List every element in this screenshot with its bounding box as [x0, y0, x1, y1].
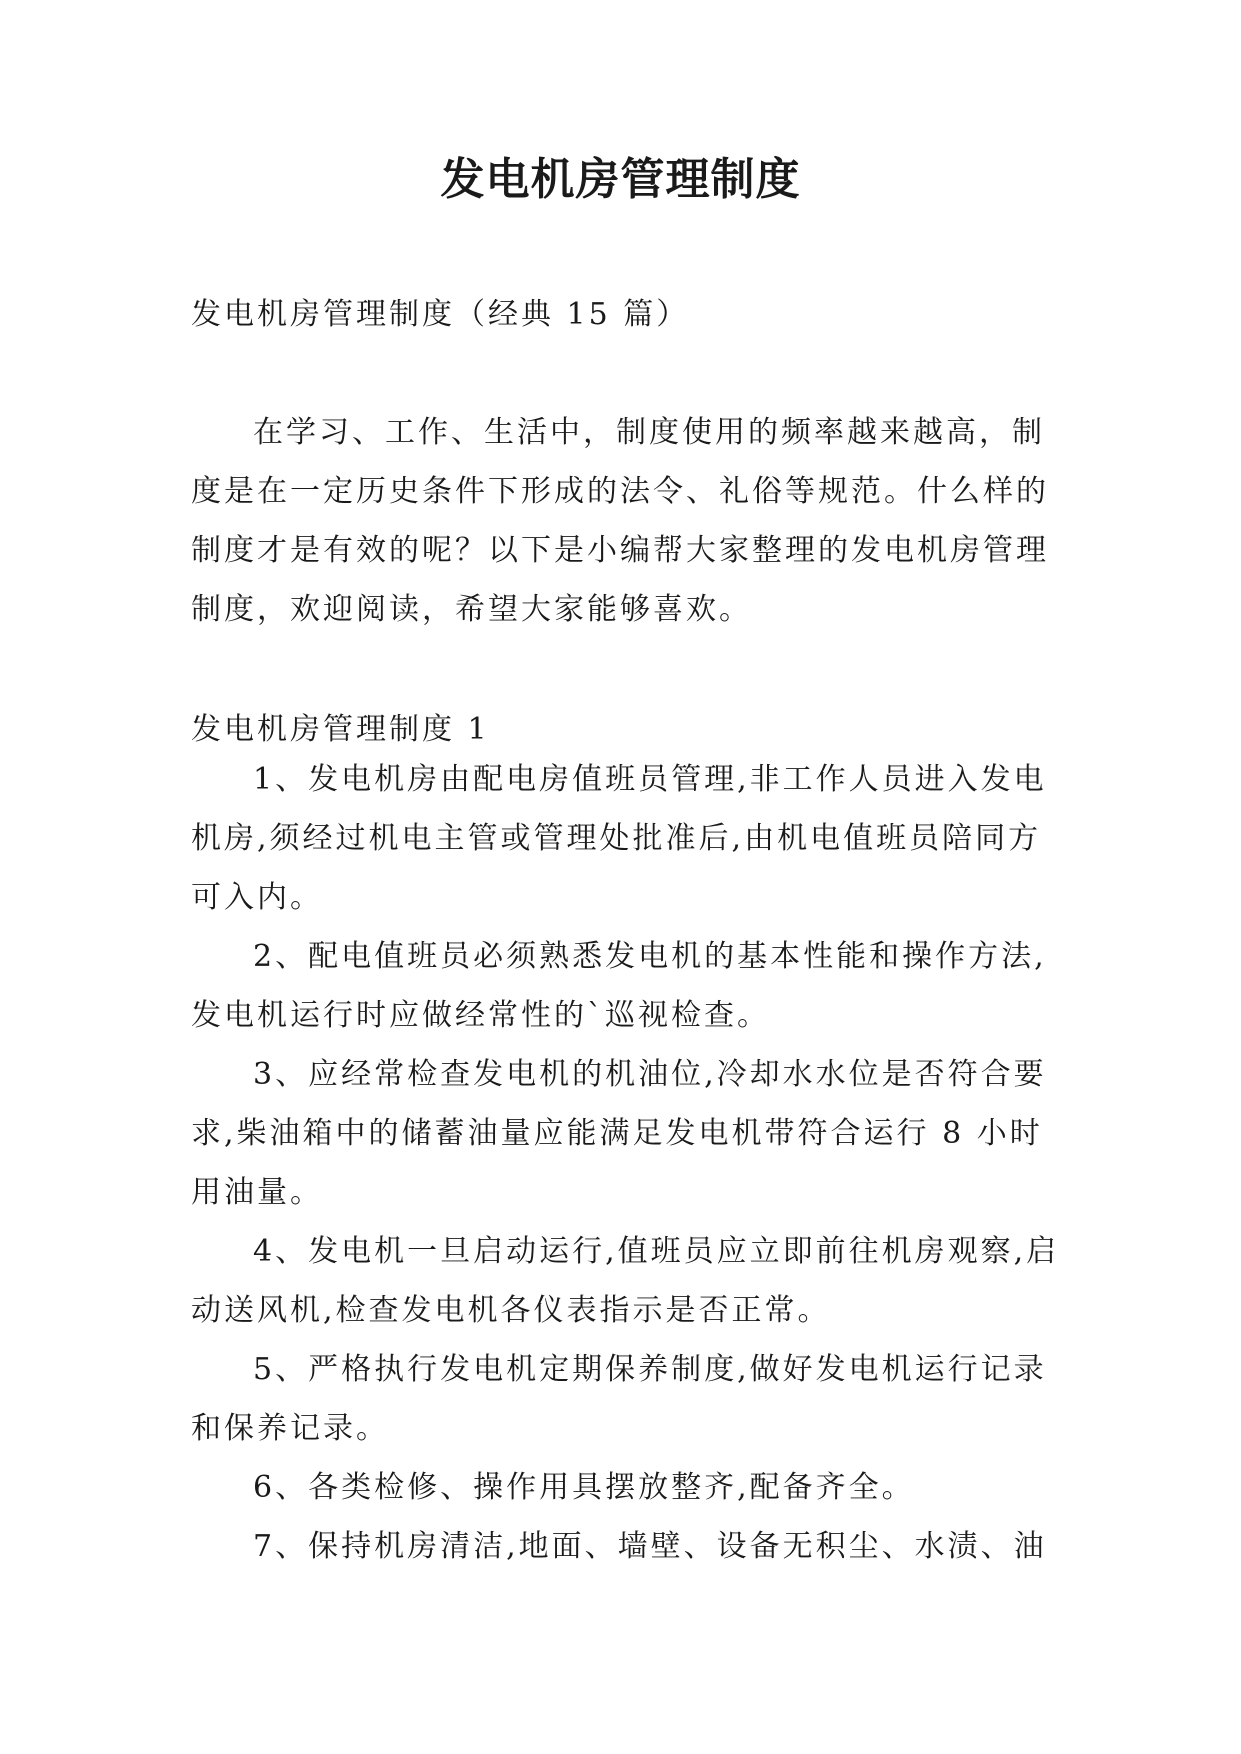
rule-item: 4、发电机一旦启动运行,值班员应立即前往机房观察,启动送风机,检查发电机各仪表指示是否正常。 [191, 1234, 1060, 1328]
rule-item: 5、严格执行发电机定期保养制度,做好发电机运行记录和保养记录。 [191, 1352, 1047, 1446]
section-heading: 发电机房管理制度 1 [191, 712, 490, 747]
document-subtitle: 发电机房管理制度（经典 15 篇） [191, 297, 690, 332]
rule-list [191, 750, 1061, 1576]
intro-paragraph: 在学习、工作、生活中，制度使用的频率越来越高，制度是在一定历史条件下形成的法令、礼俗等规范。什么样的制度才是有效的呢？以下是小编帮大家整理的发电机房管理制度，欢迎阅读，希望大家能够喜欢。 [191, 415, 1049, 627]
rule-item: 6、各类检修、操作用具摆放整齐,配备齐全。 [253, 1470, 915, 1505]
page-title: 发电机房管理制度 [440, 154, 801, 205]
rule-item: 1、发电机房由配电房值班员管理,非工作人员进入发电机房,须经过机电主管或管理处批准后,由机电值班员陪同方可入内。 [191, 762, 1047, 915]
rule-item: 7、保持机房清洁,地面、墙壁、设备无积尘、水渍、油 [253, 1529, 1047, 1564]
rule-item: 2、配电值班员必须熟悉发电机的基本性能和操作方法,发电机运行时应做经常性的`巡视检查。 [191, 939, 1047, 1033]
rule-item: 3、应经常检查发电机的机油位,冷却水水位是否符合要求,柴油箱中的储蓄油量应能满足发电机带符合运行 8 小时用油量。 [191, 1057, 1047, 1210]
